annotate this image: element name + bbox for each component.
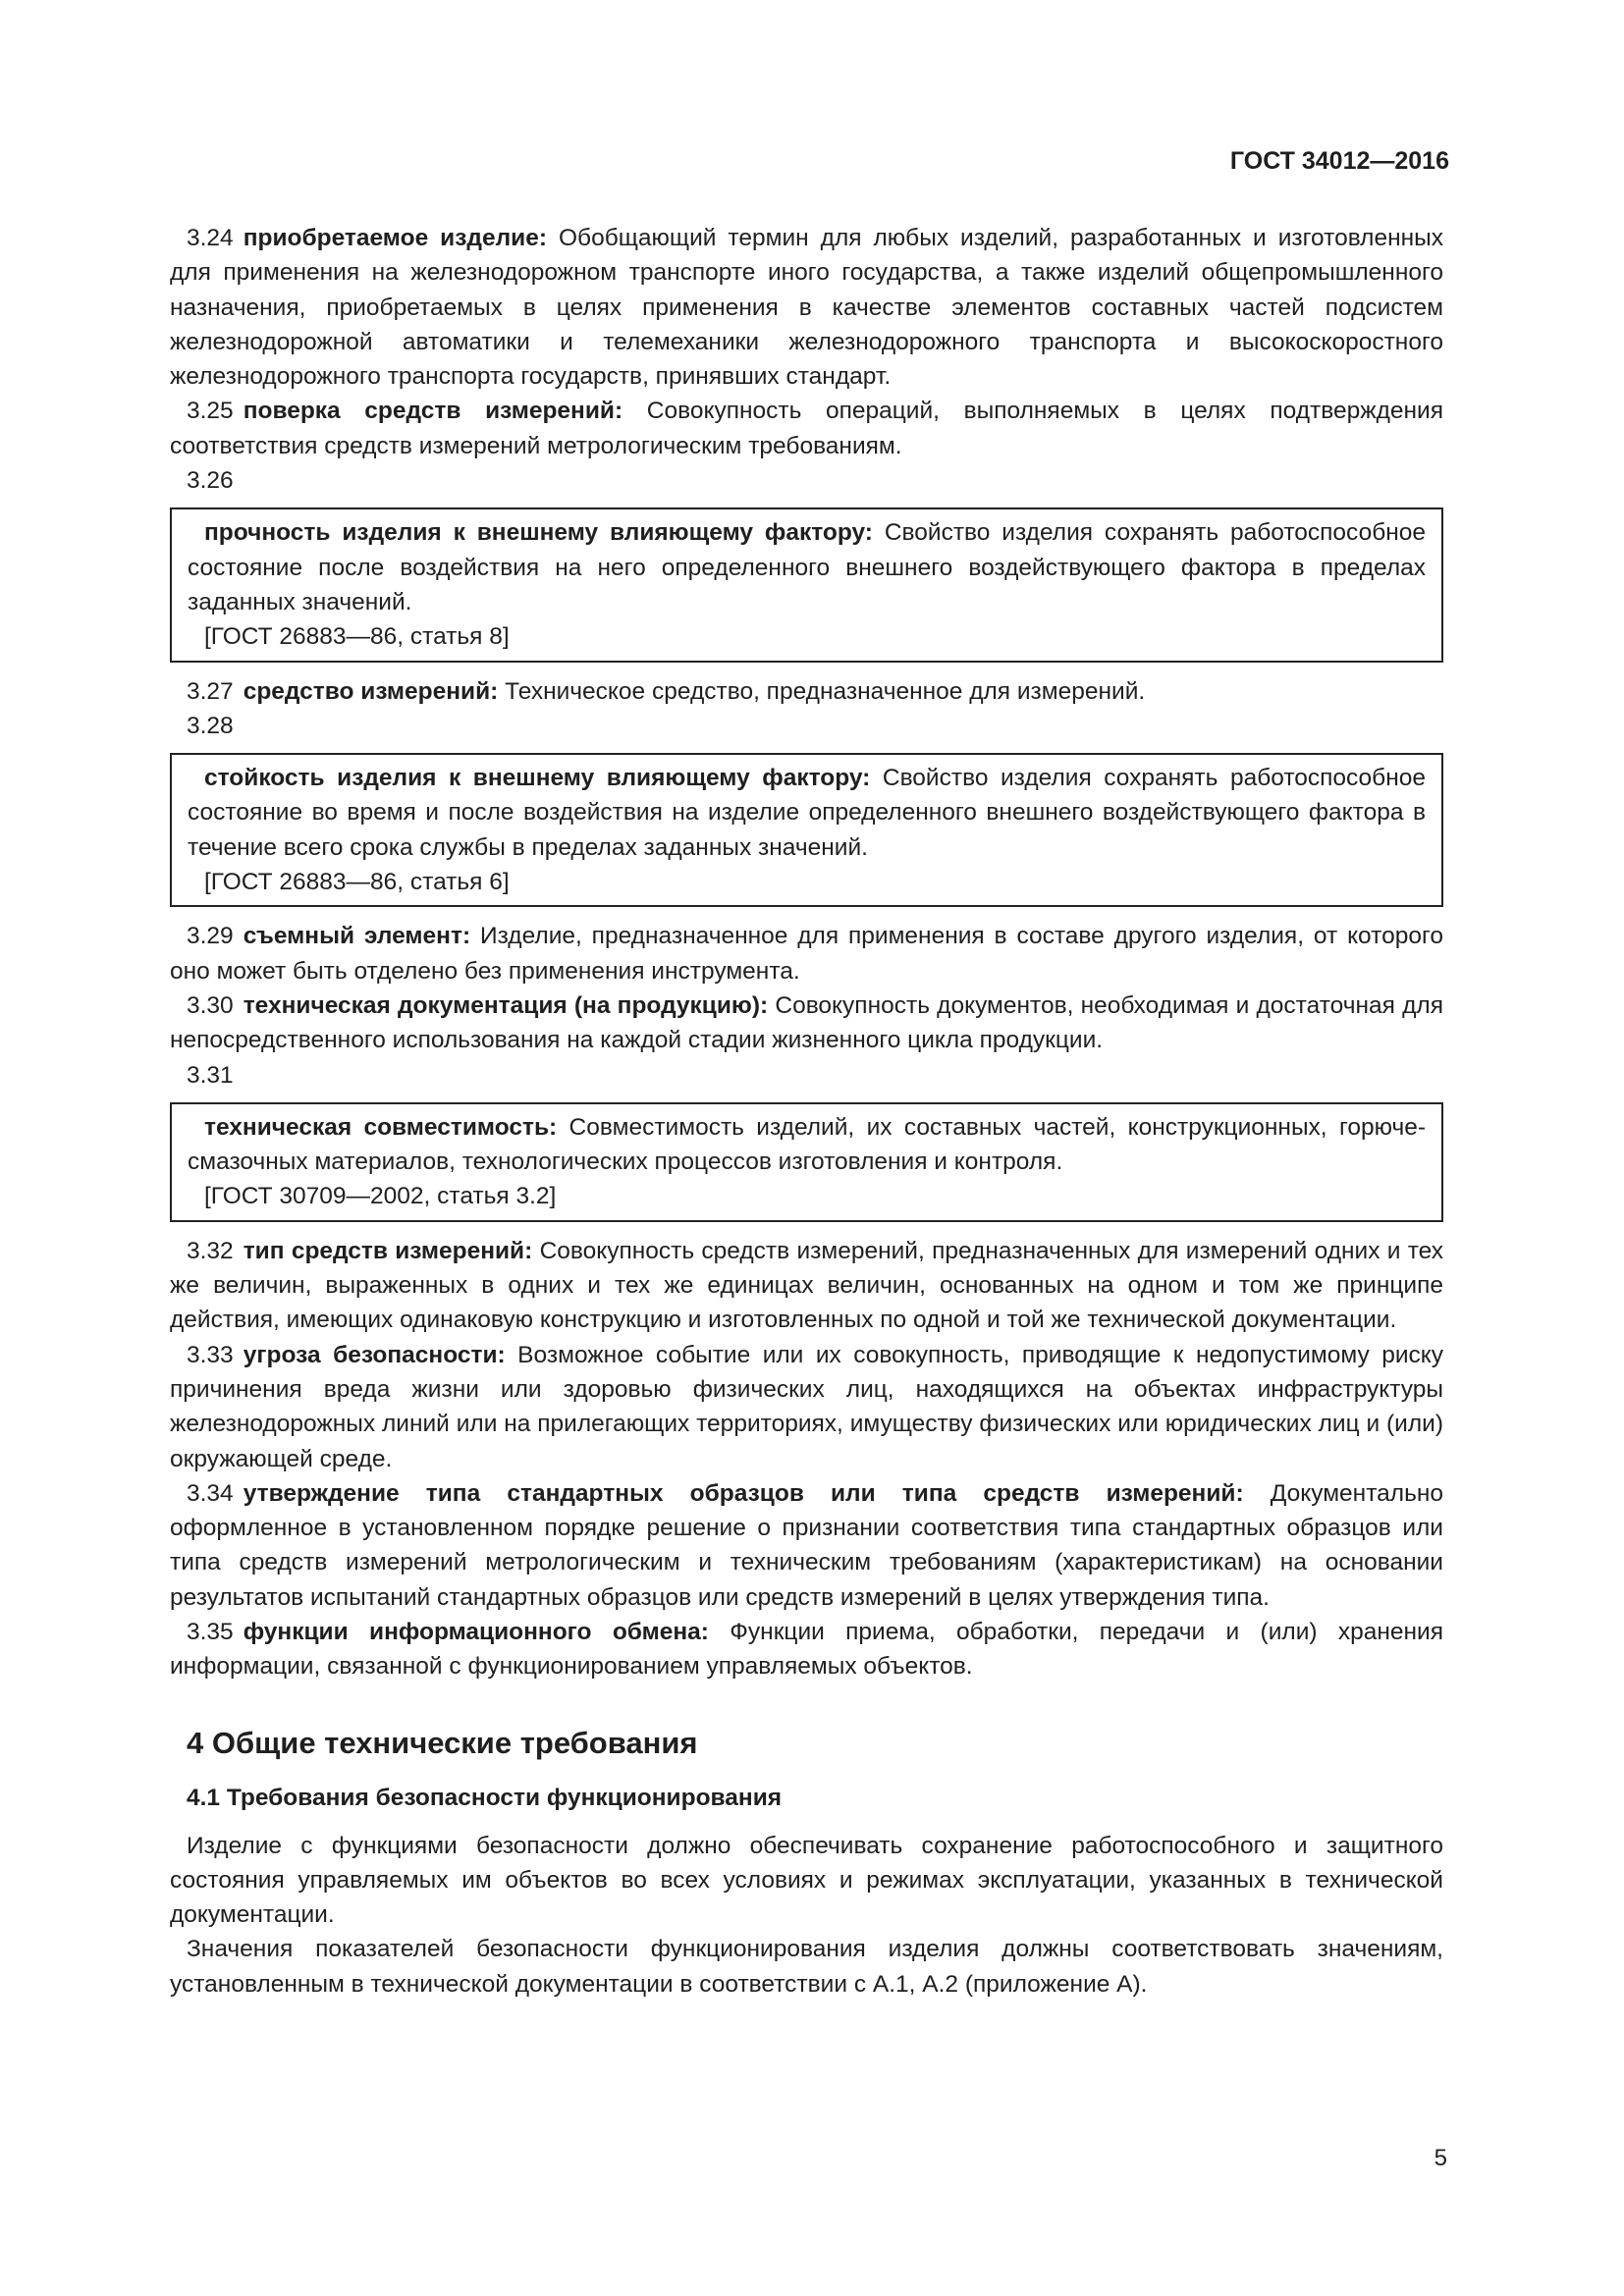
body-paragraph: Изделие с функциями безопасности должно обеспечивать сохранение работоспособного и защитного состояния управляемых им объектов во всех условиях и режимах эксплуатации, указанных в технической документации.: [170, 1832, 1443, 1929]
document-code: ГОСТ 34012—2016: [1229, 147, 1449, 175]
definition-3-34: [170, 1476, 1443, 1615]
term: съемный элемент:: [243, 923, 471, 950]
definition-3-33: [170, 1338, 1443, 1476]
clause-number-3-28: 3.28: [187, 712, 234, 739]
source-reference: [ГОСТ 26883—86, статья 6]: [204, 869, 510, 896]
section-heading: 4 Общие технические требования: [187, 1725, 698, 1760]
page-number: 5: [1434, 2145, 1447, 2171]
definition-text: Совокупность документов, необходимая и достаточная для непосредственного использования на каждой стадии жизненного цикла продукции.: [170, 991, 1443, 1054]
body-paragraph: Значения показателей безопасности функционирования изделия должны соответствовать значениям, установленным в технической документации в соответствии с А.1, А.2 (приложение А).: [170, 1936, 1443, 1998]
definition-text: Возможное событие или их совокупность, приводящие к недопустимому риску причинения вреда жизни или здоровью физических лиц, находящихся на объектах инфраструктуры железнодорожных линий или на прилегающих территориях, имуществу физических или юридических лиц и (или) окружающей среде.: [170, 1341, 1444, 1472]
definition-text: Функции приема, обработки, передачи и (или) хранения информации, связанной с функционированием управляемых объектов.: [170, 1618, 1444, 1681]
clause-number: 3.32: [187, 1237, 234, 1264]
quoted-definition: [188, 1110, 1426, 1180]
clause-number: 3.25: [187, 398, 234, 425]
definition-text: Документально оформленное в установленном порядке решение о признании соответствия типа стандартных образцов или типа средств измерений метрологическим и техническим требованиям (характеристикам) на основании результатов испытаний стандартных образцов или средств измерений в целях утверждения типа.: [170, 1479, 1443, 1611]
quoted-definition: [188, 761, 1426, 865]
definition-text: Свойство изделия сохранять работоспособное состояние после воздействия на него определенного внешнего воздействующего фактора в пределах заданных значений.: [188, 519, 1427, 615]
quoted-definition-box: [170, 753, 1443, 907]
term: функции информационного обмена:: [243, 1618, 709, 1645]
document-body: [170, 221, 1443, 2002]
source-reference: [ГОСТ 26883—86, статья 8]: [204, 623, 510, 651]
term: поверка средств измерений:: [243, 398, 623, 425]
clause-number: 3.35: [187, 1618, 234, 1645]
term: техническая документация (на продукцию):: [243, 991, 769, 1019]
term: приобретаемое изделие:: [243, 225, 548, 251]
definition-text: Обобщающий термин для любых изделий, разработанных и изготовленных для применения на железнодорожном транспорте иного государства, а также изделий общепромышленного назначения, приобретаемых в целях применения в качестве элементов составных частей подсистем железнодорожной автоматики и телемеханики железнодорожного транспорта и высокоскоростного железнодорожного транспорта государств, принявших стандарт.: [170, 225, 1443, 391]
quoted-definition-box: [170, 507, 1443, 662]
definition-text: Свойство изделия сохранять работоспособное состояние во время и после воздействия на изделие определенного внешнего воздействующего фактора в течение всего срока службы в пределах заданных значений.: [188, 765, 1426, 861]
term: тип средств измерений:: [243, 1237, 533, 1264]
clause-number: 3.30: [187, 991, 234, 1019]
definition-3-24: [170, 221, 1443, 394]
term: стойкость изделия к внешнему влияющему фактору:: [204, 765, 871, 792]
definition-text: Техническое средство, предназначенное для измерений.: [505, 677, 1146, 705]
term: техническая совместимость:: [204, 1113, 558, 1141]
clause-number: 3.27: [187, 677, 234, 705]
quoted-definition: [188, 515, 1426, 619]
clause-number: 3.24: [187, 225, 234, 251]
definition-3-32: [170, 1234, 1443, 1338]
term: угроза безопасности:: [243, 1341, 506, 1368]
definition-text: Изделие, предназначенное для применения в составе другого изделия, от которого оно может быть отделено без применения инструмента.: [170, 923, 1443, 985]
term: утверждение типа стандартных образцов или типа средств измерений:: [243, 1479, 1244, 1507]
subsection-heading: 4.1 Требования безопасности функционирования: [187, 1784, 783, 1811]
definition-text: Совокупность средств измерений, предназначенных для измерений одних и тех же величин, выраженных в одних и тех же единицах величин, основанных на одном и том же принципе действия, имеющих одинаковую конструкцию и изготовленных по одной и той же технической документации.: [170, 1237, 1443, 1334]
definition-3-35: [170, 1615, 1443, 1684]
clause-number: 3.34: [187, 1479, 234, 1507]
definition-3-30: [170, 988, 1443, 1058]
clause-number-3-31: 3.31: [187, 1061, 234, 1089]
source-reference: [ГОСТ 30709—2002, статья 3.2]: [204, 1183, 557, 1210]
clause-number-3-26: 3.26: [187, 467, 234, 495]
term: средство измерений:: [243, 677, 499, 705]
definition-3-27: [170, 674, 1443, 709]
definition-text: Совокупность операций, выполняемых в целях подтверждения соответствия средств измерений метрологическим требованиям.: [170, 398, 1443, 459]
term: прочность изделия к внешнему влияющему фактору:: [204, 519, 873, 547]
clause-number: 3.33: [187, 1341, 234, 1368]
clause-number: 3.29: [187, 923, 234, 950]
definition-3-25: [170, 394, 1443, 463]
definition-text: Совместимость изделий, их составных частей, конструкционных, горюче-смазочных материалов, технологических процессов изготовления и контроля.: [188, 1113, 1426, 1176]
definition-3-29: [170, 919, 1443, 988]
quoted-definition-box: [170, 1102, 1443, 1222]
